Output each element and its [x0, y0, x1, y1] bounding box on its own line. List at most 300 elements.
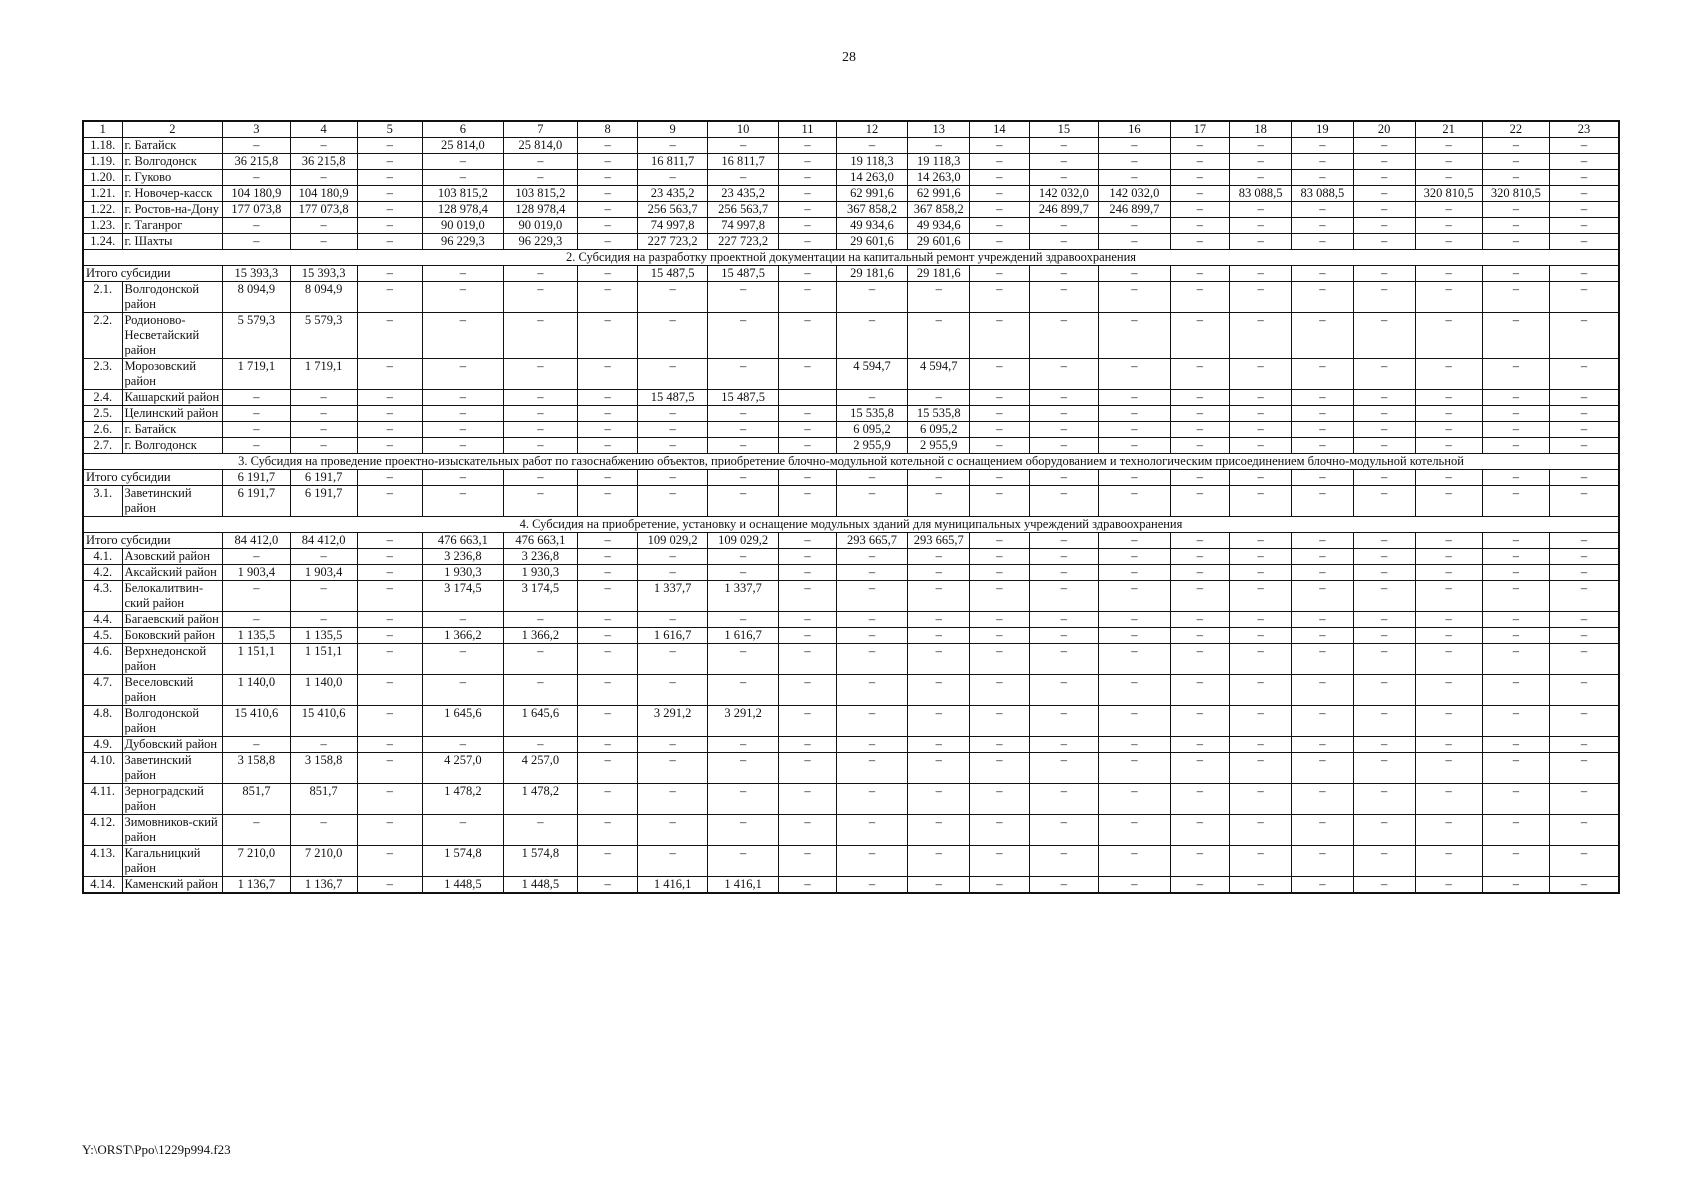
- value-cell: –: [1415, 815, 1482, 846]
- row-name: Заветинский район: [122, 753, 223, 784]
- value-cell: 476 663,1: [504, 533, 578, 549]
- value-cell: –: [908, 706, 970, 737]
- value-cell: –: [1415, 406, 1482, 422]
- value-cell: –: [1291, 846, 1353, 877]
- value-cell: –: [290, 422, 357, 438]
- value-cell: –: [970, 612, 1030, 628]
- value-cell: –: [357, 359, 422, 390]
- value-cell: –: [1099, 218, 1171, 234]
- value-cell: –: [836, 581, 908, 612]
- value-cell: –: [1230, 737, 1292, 753]
- value-cell: –: [1230, 390, 1292, 406]
- value-cell: –: [577, 533, 638, 549]
- value-cell: –: [779, 154, 836, 170]
- value-cell: –: [707, 737, 779, 753]
- value-cell: –: [1482, 266, 1549, 282]
- row-name: г. Волгодонск: [122, 154, 223, 170]
- value-cell: –: [1230, 706, 1292, 737]
- value-cell: –: [1291, 266, 1353, 282]
- value-cell: –: [970, 390, 1030, 406]
- value-cell: 851,7: [223, 784, 290, 815]
- value-cell: –: [779, 581, 836, 612]
- value-cell: 177 073,8: [223, 202, 290, 218]
- table-row: [83, 549, 1619, 565]
- value-cell: –: [707, 406, 779, 422]
- value-cell: 16 811,7: [638, 154, 707, 170]
- value-cell: –: [1170, 675, 1230, 706]
- column-number-cell: 17: [1170, 121, 1230, 138]
- value-cell: –: [970, 202, 1030, 218]
- value-cell: –: [1029, 565, 1098, 581]
- value-cell: –: [1099, 612, 1171, 628]
- value-cell: –: [1230, 675, 1292, 706]
- value-cell: –: [1291, 470, 1353, 486]
- value-cell: –: [1353, 186, 1415, 202]
- value-cell: –: [357, 470, 422, 486]
- value-cell: –: [779, 282, 836, 313]
- value-cell: –: [1291, 170, 1353, 186]
- value-cell: 256 563,7: [638, 202, 707, 218]
- value-cell: –: [638, 359, 707, 390]
- value-cell: –: [1415, 390, 1482, 406]
- value-cell: –: [223, 406, 290, 422]
- value-cell: 15 393,3: [290, 266, 357, 282]
- row-name: Кагальницкий район: [122, 846, 223, 877]
- row-code: 4.3.: [83, 581, 122, 612]
- value-cell: 5 579,3: [223, 313, 290, 359]
- total-label: Итого субсидии: [83, 266, 223, 282]
- value-cell: –: [1029, 282, 1098, 313]
- value-cell: –: [1353, 390, 1415, 406]
- value-cell: –: [1230, 313, 1292, 359]
- value-cell: –: [1099, 549, 1171, 565]
- value-cell: –: [1549, 737, 1619, 753]
- row-code: 4.8.: [83, 706, 122, 737]
- value-cell: –: [638, 422, 707, 438]
- value-cell: –: [422, 313, 503, 359]
- value-cell: –: [836, 815, 908, 846]
- value-cell: –: [1482, 282, 1549, 313]
- table-row: [83, 438, 1619, 454]
- value-cell: –: [357, 549, 422, 565]
- value-cell: –: [1482, 846, 1549, 877]
- value-cell: –: [577, 266, 638, 282]
- row-code: 1.20.: [83, 170, 122, 186]
- value-cell: –: [1291, 675, 1353, 706]
- row-code: 2.1.: [83, 282, 122, 313]
- row-code: 4.10.: [83, 753, 122, 784]
- value-cell: –: [779, 753, 836, 784]
- value-cell: –: [577, 565, 638, 581]
- value-cell: 1 645,6: [504, 706, 578, 737]
- value-cell: –: [908, 486, 970, 517]
- value-cell: –: [1353, 422, 1415, 438]
- value-cell: –: [290, 549, 357, 565]
- table-row: [83, 581, 1619, 612]
- value-cell: –: [970, 422, 1030, 438]
- value-cell: –: [779, 470, 836, 486]
- value-cell: –: [1291, 784, 1353, 815]
- value-cell: –: [422, 438, 503, 454]
- value-cell: –: [638, 612, 707, 628]
- value-cell: –: [1353, 359, 1415, 390]
- value-cell: –: [707, 846, 779, 877]
- value-cell: –: [1170, 753, 1230, 784]
- value-cell: –: [638, 438, 707, 454]
- value-cell: –: [504, 675, 578, 706]
- row-code: 2.7.: [83, 438, 122, 454]
- value-cell: –: [1482, 470, 1549, 486]
- value-cell: –: [1170, 565, 1230, 581]
- value-cell: –: [357, 706, 422, 737]
- value-cell: –: [357, 406, 422, 422]
- value-cell: –: [1170, 313, 1230, 359]
- value-cell: 104 180,9: [223, 186, 290, 202]
- value-cell: –: [1230, 406, 1292, 422]
- value-cell: –: [1549, 815, 1619, 846]
- value-cell: 2 955,9: [908, 438, 970, 454]
- value-cell: –: [970, 784, 1030, 815]
- table-row: [83, 282, 1619, 313]
- value-cell: –: [1549, 706, 1619, 737]
- value-cell: –: [638, 846, 707, 877]
- value-cell: –: [1549, 422, 1619, 438]
- value-cell: –: [1549, 282, 1619, 313]
- value-cell: –: [1415, 359, 1482, 390]
- value-cell: –: [1029, 438, 1098, 454]
- value-cell: –: [1029, 266, 1098, 282]
- value-cell: –: [1415, 234, 1482, 250]
- value-cell: –: [970, 154, 1030, 170]
- value-cell: –: [1291, 313, 1353, 359]
- value-cell: –: [290, 234, 357, 250]
- value-cell: –: [1291, 218, 1353, 234]
- value-cell: –: [422, 486, 503, 517]
- value-cell: –: [970, 138, 1030, 154]
- value-cell: –: [1099, 470, 1171, 486]
- value-cell: –: [223, 170, 290, 186]
- table-row: [83, 218, 1619, 234]
- column-number-cell: 12: [836, 121, 908, 138]
- row-code: 4.1.: [83, 549, 122, 565]
- value-cell: –: [290, 218, 357, 234]
- value-cell: –: [1029, 753, 1098, 784]
- value-cell: –: [223, 815, 290, 846]
- value-cell: –: [638, 170, 707, 186]
- value-cell: –: [908, 390, 970, 406]
- value-cell: –: [1029, 549, 1098, 565]
- value-cell: –: [1170, 533, 1230, 549]
- row-code: 2.4.: [83, 390, 122, 406]
- value-cell: –: [779, 675, 836, 706]
- value-cell: 6 191,7: [223, 470, 290, 486]
- value-cell: –: [1482, 644, 1549, 675]
- value-cell: –: [223, 390, 290, 406]
- value-cell: –: [1170, 359, 1230, 390]
- value-cell: –: [1482, 218, 1549, 234]
- value-cell: 83 088,5: [1291, 186, 1353, 202]
- value-cell: –: [1099, 737, 1171, 753]
- value-cell: –: [1029, 154, 1098, 170]
- value-cell: –: [638, 470, 707, 486]
- table-row: [83, 815, 1619, 846]
- value-cell: –: [1170, 186, 1230, 202]
- section-title: 3. Субсидия на проведение проектно-изыскательных работ по газоснабжению объектов, приобретение блочно-модульной котельной с оснащением оборудованием и технологическим присоединением блочно-модульной котельной: [83, 454, 1619, 470]
- row-name: Веселовский район: [122, 675, 223, 706]
- table-row: [83, 784, 1619, 815]
- value-cell: –: [1415, 784, 1482, 815]
- value-cell: 36 215,8: [290, 154, 357, 170]
- value-cell: –: [577, 612, 638, 628]
- value-cell: –: [1230, 486, 1292, 517]
- table-row: [83, 565, 1619, 581]
- value-cell: –: [970, 313, 1030, 359]
- value-cell: –: [1353, 565, 1415, 581]
- value-cell: 1 151,1: [223, 644, 290, 675]
- value-cell: –: [422, 154, 503, 170]
- table-row: [83, 675, 1619, 706]
- row-name: Верхнедонской район: [122, 644, 223, 675]
- value-cell: –: [577, 138, 638, 154]
- value-cell: –: [1353, 612, 1415, 628]
- value-cell: –: [577, 234, 638, 250]
- value-cell: 293 665,7: [836, 533, 908, 549]
- value-cell: 1 337,7: [707, 581, 779, 612]
- value-cell: –: [357, 390, 422, 406]
- value-cell: –: [1415, 706, 1482, 737]
- value-cell: 2 955,9: [836, 438, 908, 454]
- value-cell: –: [836, 313, 908, 359]
- value-cell: –: [908, 565, 970, 581]
- value-cell: –: [1353, 581, 1415, 612]
- value-cell: –: [779, 644, 836, 675]
- value-cell: –: [970, 549, 1030, 565]
- value-cell: –: [1170, 815, 1230, 846]
- row-code: 4.5.: [83, 628, 122, 644]
- value-cell: 1 478,2: [422, 784, 503, 815]
- value-cell: –: [1549, 533, 1619, 549]
- value-cell: –: [1482, 202, 1549, 218]
- value-cell: 49 934,6: [908, 218, 970, 234]
- value-cell: –: [1230, 815, 1292, 846]
- value-cell: –: [1291, 565, 1353, 581]
- value-cell: 96 229,3: [422, 234, 503, 250]
- value-cell: –: [1291, 706, 1353, 737]
- row-name: г. Новочер-касск: [122, 186, 223, 202]
- value-cell: –: [357, 234, 422, 250]
- row-name: Боковский район: [122, 628, 223, 644]
- value-cell: 1 416,1: [707, 877, 779, 894]
- value-cell: 1 416,1: [638, 877, 707, 894]
- value-cell: –: [1230, 753, 1292, 784]
- value-cell: 25 814,0: [504, 138, 578, 154]
- value-cell: –: [1482, 675, 1549, 706]
- value-cell: –: [1353, 170, 1415, 186]
- row-name: г. Волгодонск: [122, 438, 223, 454]
- value-cell: –: [223, 612, 290, 628]
- value-cell: 3 158,8: [223, 753, 290, 784]
- value-cell: 90 019,0: [422, 218, 503, 234]
- value-cell: –: [1291, 877, 1353, 894]
- value-cell: –: [422, 737, 503, 753]
- value-cell: –: [1099, 438, 1171, 454]
- value-cell: –: [1353, 486, 1415, 517]
- value-cell: –: [1170, 706, 1230, 737]
- value-cell: 1 136,7: [223, 877, 290, 894]
- value-cell: –: [1291, 438, 1353, 454]
- value-cell: –: [908, 877, 970, 894]
- value-cell: –: [1230, 234, 1292, 250]
- value-cell: –: [1482, 628, 1549, 644]
- row-code: 1.19.: [83, 154, 122, 170]
- value-cell: 1 478,2: [504, 784, 578, 815]
- value-cell: –: [577, 784, 638, 815]
- value-cell: –: [1482, 815, 1549, 846]
- value-cell: –: [1415, 154, 1482, 170]
- value-cell: –: [1230, 218, 1292, 234]
- value-cell: –: [908, 753, 970, 784]
- value-cell: –: [1291, 406, 1353, 422]
- value-cell: 7 210,0: [290, 846, 357, 877]
- value-cell: –: [970, 628, 1030, 644]
- value-cell: 1 719,1: [290, 359, 357, 390]
- value-cell: –: [1099, 486, 1171, 517]
- value-cell: 14 263,0: [908, 170, 970, 186]
- value-cell: –: [1099, 675, 1171, 706]
- value-cell: –: [290, 406, 357, 422]
- value-cell: 1 136,7: [290, 877, 357, 894]
- value-cell: –: [1482, 170, 1549, 186]
- table-row: [83, 422, 1619, 438]
- value-cell: –: [1230, 644, 1292, 675]
- row-name: Белокалитвин-ский район: [122, 581, 223, 612]
- column-number-cell: 14: [970, 121, 1030, 138]
- row-code: 3.1.: [83, 486, 122, 517]
- value-cell: –: [1549, 359, 1619, 390]
- value-cell: –: [504, 737, 578, 753]
- value-cell: –: [1099, 533, 1171, 549]
- value-cell: –: [1353, 644, 1415, 675]
- value-cell: –: [707, 138, 779, 154]
- value-cell: –: [1549, 612, 1619, 628]
- value-cell: –: [504, 612, 578, 628]
- value-cell: –: [1029, 313, 1098, 359]
- table-row: [83, 359, 1619, 390]
- row-code: 4.11.: [83, 784, 122, 815]
- row-name: Морозовский район: [122, 359, 223, 390]
- value-cell: –: [970, 581, 1030, 612]
- value-cell: –: [357, 737, 422, 753]
- value-cell: –: [970, 406, 1030, 422]
- value-cell: –: [290, 612, 357, 628]
- row-name: г. Таганрог: [122, 218, 223, 234]
- column-number-row: [83, 121, 1619, 138]
- value-cell: –: [1099, 266, 1171, 282]
- value-cell: –: [1291, 282, 1353, 313]
- value-cell: –: [422, 282, 503, 313]
- value-cell: –: [707, 422, 779, 438]
- value-cell: –: [223, 737, 290, 753]
- value-cell: –: [504, 644, 578, 675]
- value-cell: –: [1549, 170, 1619, 186]
- row-name: Зерноградский район: [122, 784, 223, 815]
- table-row: [83, 138, 1619, 154]
- value-cell: –: [1353, 218, 1415, 234]
- value-cell: –: [1482, 753, 1549, 784]
- value-cell: –: [1291, 138, 1353, 154]
- value-cell: –: [638, 406, 707, 422]
- value-cell: –: [422, 470, 503, 486]
- value-cell: –: [577, 218, 638, 234]
- value-cell: –: [836, 282, 908, 313]
- value-cell: –: [779, 422, 836, 438]
- value-cell: –: [1230, 565, 1292, 581]
- value-cell: –: [779, 846, 836, 877]
- value-cell: –: [357, 815, 422, 846]
- value-cell: –: [1230, 784, 1292, 815]
- value-cell: –: [357, 282, 422, 313]
- value-cell: –: [908, 815, 970, 846]
- value-cell: –: [779, 170, 836, 186]
- value-cell: –: [1353, 202, 1415, 218]
- value-cell: –: [1099, 784, 1171, 815]
- value-cell: 7 210,0: [223, 846, 290, 877]
- file-path-footer: Y:\ORST\Ppo\1229p994.f23: [82, 1142, 231, 1157]
- value-cell: 1 616,7: [707, 628, 779, 644]
- value-cell: –: [1099, 170, 1171, 186]
- value-cell: 103 815,2: [504, 186, 578, 202]
- value-cell: –: [1482, 422, 1549, 438]
- value-cell: 15 410,6: [290, 706, 357, 737]
- value-cell: –: [290, 170, 357, 186]
- value-cell: –: [779, 266, 836, 282]
- value-cell: 1 337,7: [638, 581, 707, 612]
- value-cell: –: [1170, 390, 1230, 406]
- column-number-cell: 5: [357, 121, 422, 138]
- value-cell: –: [577, 359, 638, 390]
- value-cell: –: [970, 877, 1030, 894]
- value-cell: –: [908, 138, 970, 154]
- value-cell: 23 435,2: [638, 186, 707, 202]
- value-cell: –: [1482, 313, 1549, 359]
- table-row: [83, 628, 1619, 644]
- value-cell: –: [357, 644, 422, 675]
- value-cell: –: [1482, 549, 1549, 565]
- value-cell: 256 563,7: [707, 202, 779, 218]
- value-cell: –: [638, 675, 707, 706]
- column-number-cell: 15: [1029, 121, 1098, 138]
- value-cell: –: [707, 644, 779, 675]
- value-cell: –: [577, 549, 638, 565]
- value-cell: –: [779, 313, 836, 359]
- value-cell: 1 930,3: [422, 565, 503, 581]
- column-number-cell: 4: [290, 121, 357, 138]
- value-cell: –: [638, 486, 707, 517]
- value-cell: –: [577, 186, 638, 202]
- value-cell: 1 574,8: [504, 846, 578, 877]
- value-cell: –: [357, 438, 422, 454]
- value-cell: 293 665,7: [908, 533, 970, 549]
- table-row: [83, 846, 1619, 877]
- value-cell: –: [1549, 675, 1619, 706]
- value-cell: –: [1353, 628, 1415, 644]
- value-cell: –: [836, 877, 908, 894]
- value-cell: –: [1291, 234, 1353, 250]
- value-cell: –: [1099, 390, 1171, 406]
- value-cell: 851,7: [290, 784, 357, 815]
- value-cell: –: [357, 533, 422, 549]
- value-cell: –: [1482, 565, 1549, 581]
